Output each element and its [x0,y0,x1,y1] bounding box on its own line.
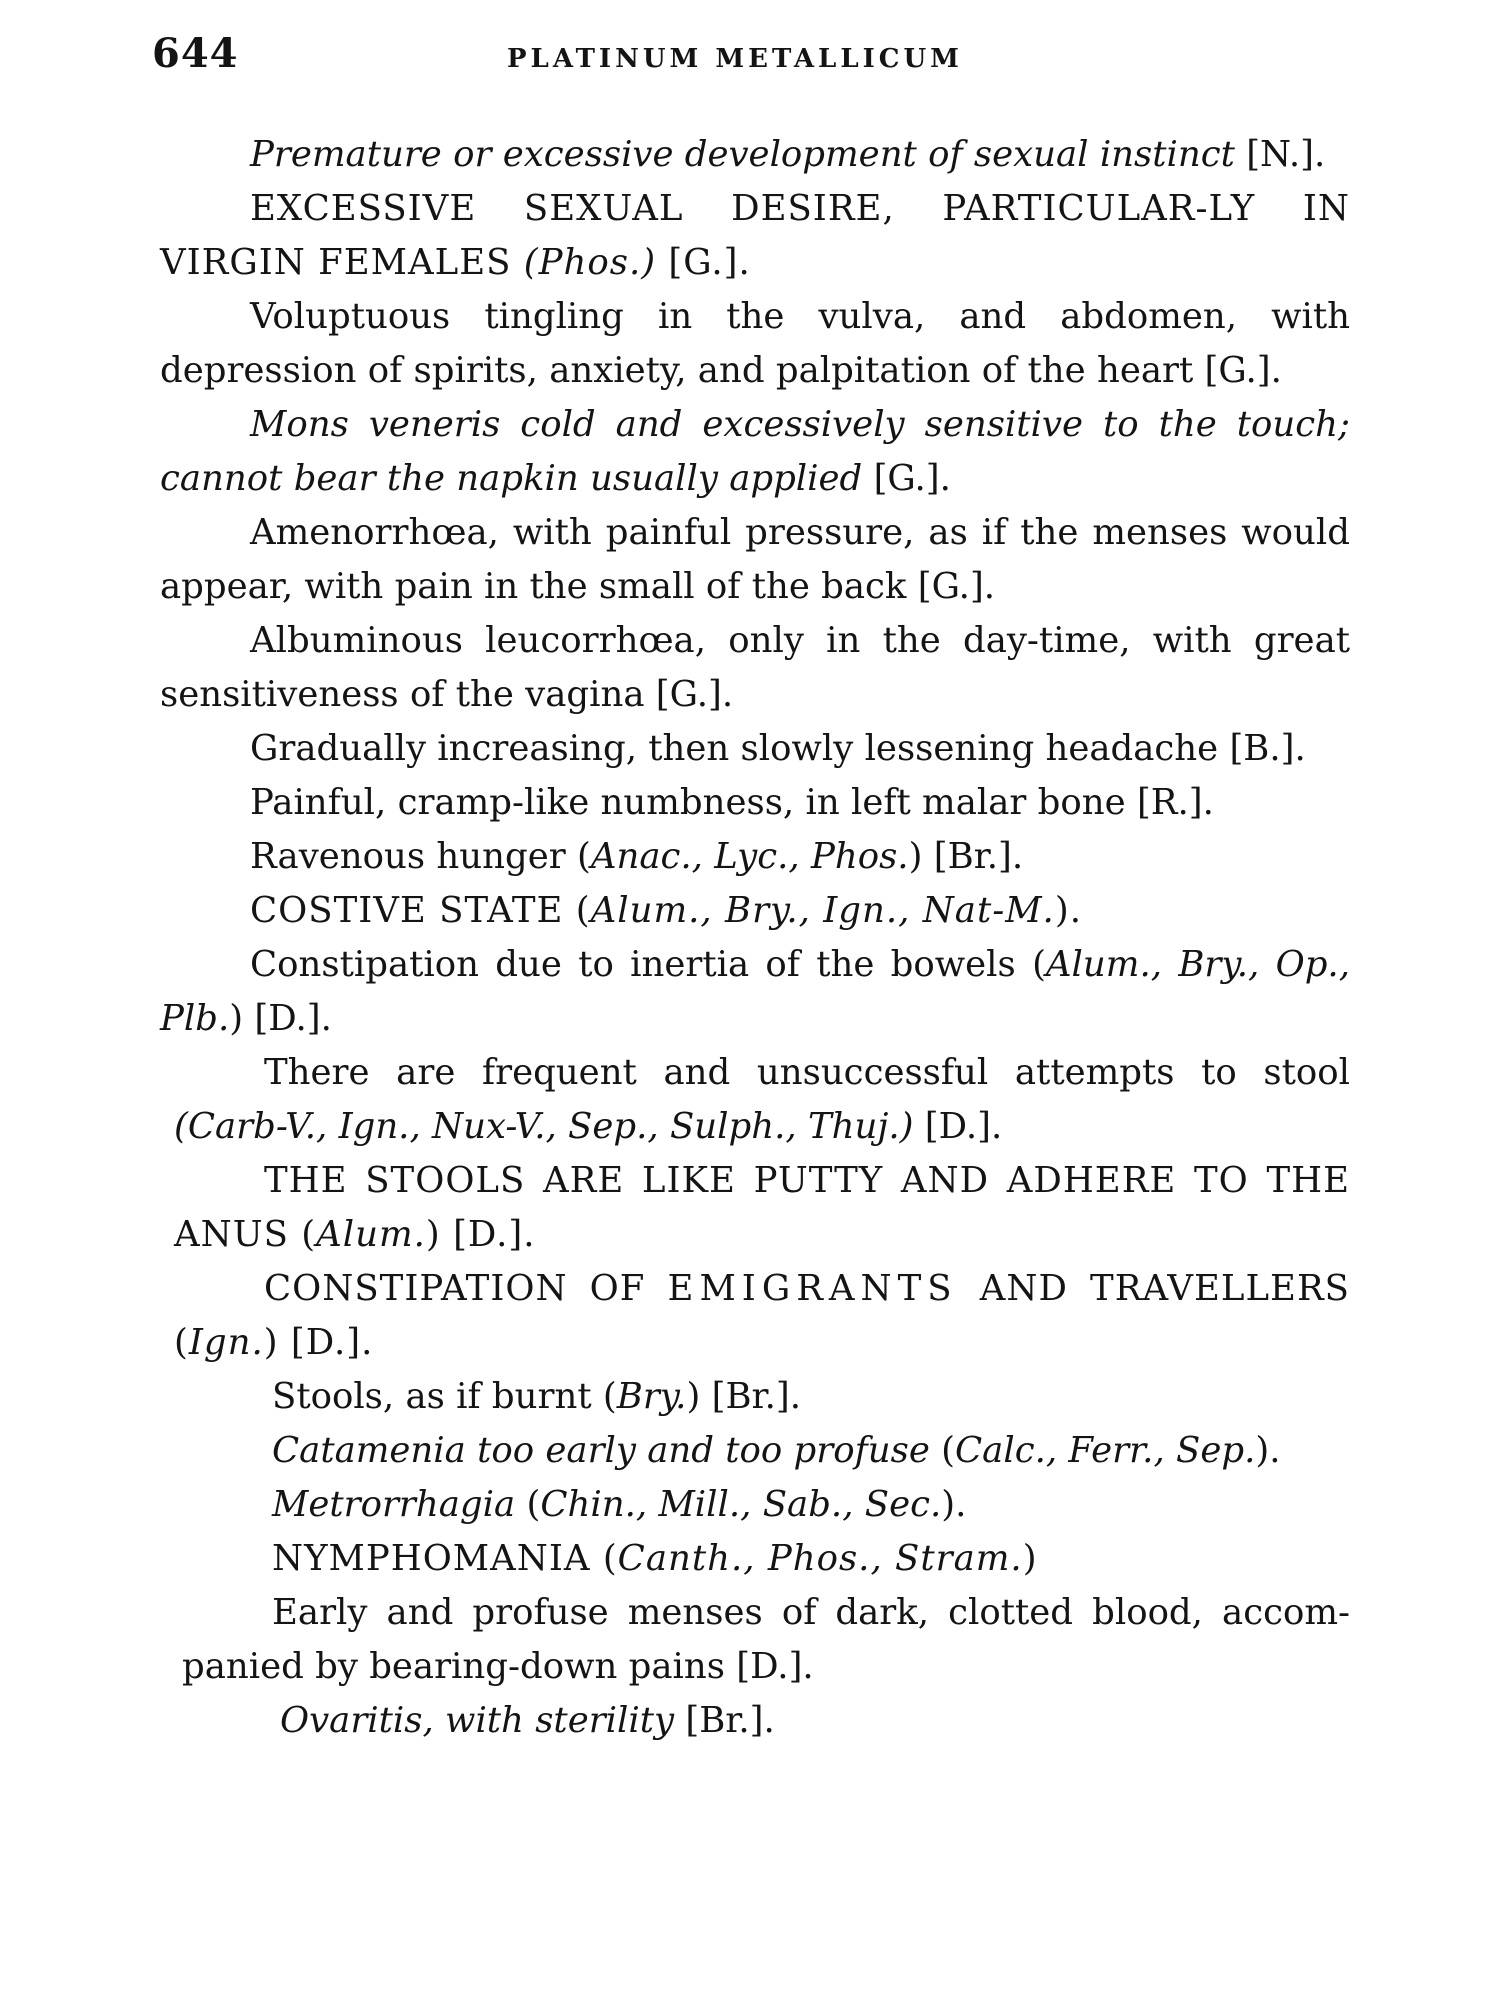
entry-nymphomania: NYMPHOMANIA (Canth., Phos., Stram.) [272,1538,1038,1579]
page-number: 644 [152,30,239,77]
entry-early-profuse-menses: Early and profuse menses of dark, clotted blood, accom-panied by bearing-down pains [D.]. [182,1592,1350,1687]
running-title: PLATINUM METALLICUM [507,44,963,74]
entry-catamenia: Catamenia too early and too profuse (Calc., Ferr., Sep.). [272,1430,1281,1471]
entry-ravenous-hunger: Ravenous hunger (Anac., Lyc., Phos.) [Br.]. [250,836,1024,877]
entry-voluptuous-tingling: Voluptuous tingling in the vulva, and abdomen, with depression of spirits, anxiety, and palpitation of the heart [G.]. [160,296,1350,391]
entry-stools-burnt: Stools, as if burnt (Bry.) [Br.]. [272,1376,802,1417]
body-text [160,128,1350,1748]
entry-metrorrhagia: Metrorrhagia (Chin., Mill., Sab., Sec.). [272,1484,967,1525]
page-header [152,30,1352,90]
entry-albuminous-leucorrhoea: Albuminous leucorrhœa, only in the day-time, with great sensitiveness of the vagina [G.]. [160,620,1350,715]
entry-headache: Gradually increasing, then slowly lessening headache [B.]. [250,728,1306,769]
entry-unsuccessful-attempts: There are frequent and unsuccessful attempts to stool (Carb-V., Ign., Nux-V., Sep., Sulph., Thuj.) [D.]. [174,1052,1350,1147]
entry-premature-sexual-instinct: Premature or excessive development of sexual instinct [N.]. [250,134,1326,175]
entry-excessive-sexual-desire: EXCESSIVE SEXUAL DESIRE, PARTICULAR-LY IN VIRGIN FEMALES (Phos.) [G.]. [160,188,1350,283]
entry-stools-like-putty: THE STOOLS ARE LIKE PUTTY AND ADHERE TO THE ANUS (Alum.) [D.]. [174,1160,1350,1255]
entry-costive-state: COSTIVE STATE (Alum., Bry., Ign., Nat-M.). [250,890,1082,931]
entry-constipation-inertia: Constipation due to inertia of the bowels (Alum., Bry., Op., Plb.) [D.]. [160,944,1350,1039]
entry-amenorrhoea: Amenorrhœa, with painful pressure, as if the menses would appear, with pain in the small of the back [G.]. [160,512,1350,607]
entry-ovaritis: Ovaritis, with sterility [Br.]. [280,1700,775,1741]
entry-malar-numbness: Painful, cramp-like numbness, in left malar bone [R.]. [250,782,1214,823]
entry-constipation-emigrants: CONSTIPATION OF EMIGRANTS AND TRAVELLERS (Ign.) [D.]. [174,1268,1350,1363]
entry-mons-veneris: Mons veneris cold and excessively sensitive to the touch; cannot bear the napkin usually applied [G.]. [160,404,1350,499]
